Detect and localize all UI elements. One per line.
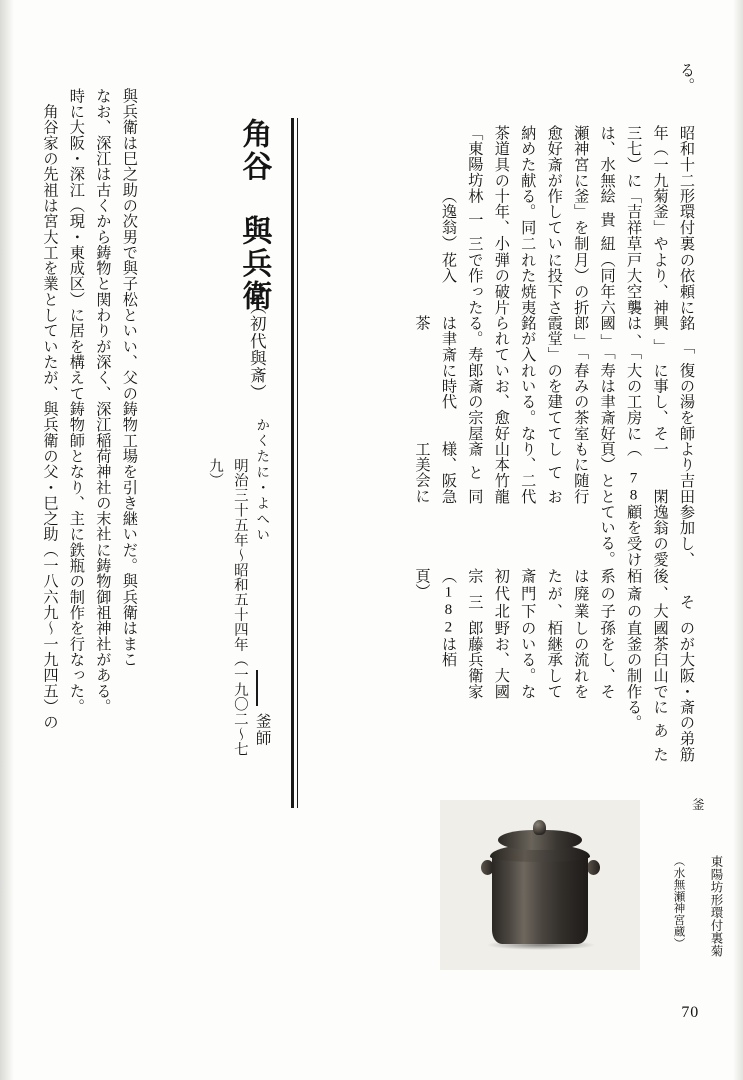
figure-tea-kettle: [440, 800, 640, 970]
text-column: 参加し、逸翁の愛顧を受けている。: [598, 504, 695, 568]
figure-caption-sub: （水無瀬神宮蔵）: [672, 855, 685, 949]
figure-caption-main: 東陽坊形環付裏菊釜: [690, 798, 723, 957]
text-column: 角谷家の先祖は宮大工を業としていたが、與兵衛の父・巳之助（一八六九～一九四五）の: [41, 88, 59, 730]
article-top-text-block: [309, 62, 699, 762]
tea-kettle-photo: [440, 800, 640, 970]
text-column: の依頼により、神戸大空襲（同年六月）の折に投下された焼夷弾の破片で作った花入: [439, 251, 695, 315]
text-column: る。: [678, 62, 695, 94]
text-column: 斎の弟筋にあたる。: [625, 698, 695, 763]
text-column: より吉田一閑（78頁）とともに随行しており、二代山本竹龍斎と同様、阪急工美会に: [413, 441, 695, 505]
entry-name: 角谷 與兵衛: [237, 118, 271, 313]
text-column: が大阪・茶臼山で釜の制作をし、その流れを継承している。なお、大國藤兵衛家は栢: [439, 635, 695, 699]
text-column: 與兵衛は巳之助の次男で與子松といい、父の鋳物工場を引き継いだ。與兵衛はまこ: [120, 88, 138, 668]
heading-rule-thin: [297, 118, 298, 808]
text-column: の湯を師事し、その工房には聿斎好みの茶室を建てている。なお、愈好斎の宗屋時代: [439, 378, 695, 442]
page-number: 70: [681, 1004, 699, 1021]
entry-generation: （初代與斎）: [247, 298, 267, 401]
text-column: 昭和十二年（一九三七）には、水無瀬神宮に愈好斎が納めた献茶道具の「東陽坊: [466, 125, 695, 189]
kettle-knob: [533, 820, 546, 835]
biography-text-block: [36, 88, 188, 768]
entry-kana-reading: かくたに・よへい: [254, 418, 270, 544]
entry-role-dash: [256, 670, 258, 706]
entry-role: 釜師: [253, 713, 271, 747]
kettle-ear-right-icon: [587, 860, 600, 875]
text-column: 時に大阪・深江（現・東成区）に居を構えて鋳物師となり、主に鉄瓶の制作を行なった。: [67, 88, 85, 715]
kettle-body: [492, 852, 588, 944]
entry-heading-block: [196, 58, 308, 758]
entry-dates: 明治三十五年～昭和五十四年（一九〇二～七九）: [206, 458, 248, 757]
text-column: その後、大國栢斎の直系の子孫は廃業したが、栢斎門下の初代北野宗三郎（182頁）: [413, 567, 695, 636]
heading-rule-thick: [291, 118, 294, 808]
text-column: 形環付裏菊釜」や「吉祥草絵貴紐釜」を制作している。同二十年、小林一三（逸翁）: [439, 188, 695, 252]
text-column: 銘「復興」には、「大國」「寿郎」「春霞堂」の銘が入れられている。寿郎は聿斎に茶: [413, 314, 695, 379]
figure-caption: [650, 798, 743, 958]
text-column: なお、深江は古くから鋳物と関わりが深く、深江稲荷神社の末社に鋳物御祖神社がある。: [94, 88, 112, 715]
